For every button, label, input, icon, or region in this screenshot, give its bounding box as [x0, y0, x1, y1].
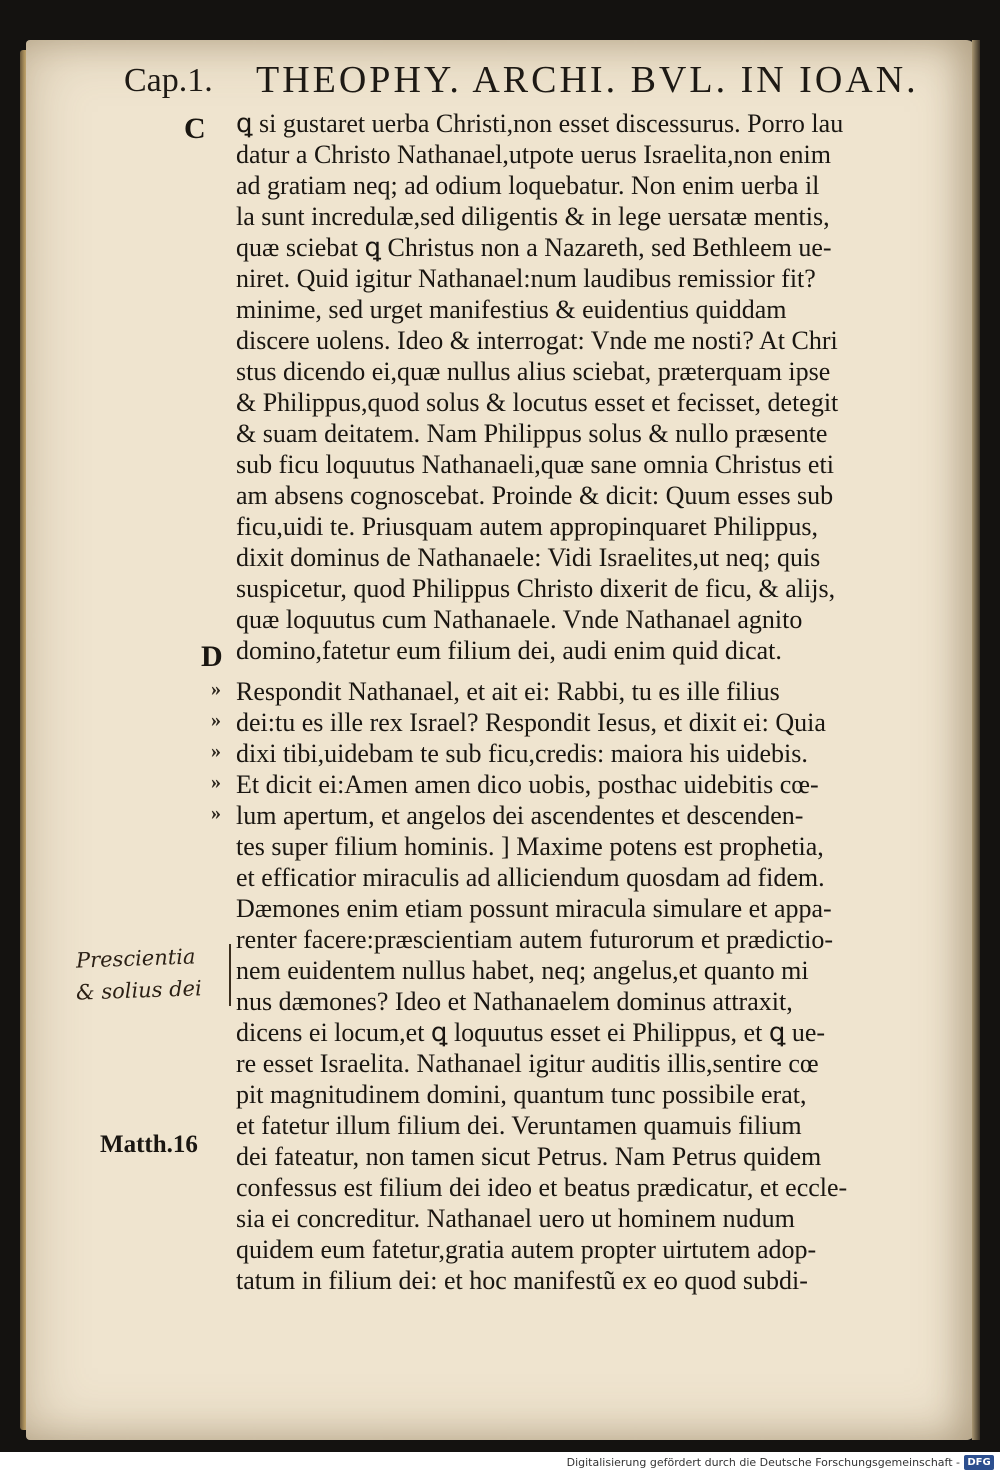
handwritten-note-line: Prescientia: [75, 944, 196, 973]
text-line: lum apertum, et angelos dei ascendentes et descenden-: [236, 801, 804, 830]
running-title: THEOPHY. ARCHI. BVL. IN IOAN.: [256, 59, 919, 101]
text-line: datur a Christo Nathanael,utpote uerus Israelita,non enim: [236, 140, 831, 169]
text-line: domino,fatetur eum filium dei, audi enim quid dicat.: [236, 636, 782, 665]
quotation-marker: »: [211, 771, 221, 793]
text-line: sub ficu loquutus Nathanaeli,quæ sane omnia Christus eti: [236, 450, 834, 479]
text-line: tes super filium hominis. ] Maxime potens est prophetia,: [236, 832, 824, 861]
text-line: renter facere:præscientiam autem futurorum et prædictio-: [236, 925, 834, 954]
text-line: re esset Israelita. Nathanael igitur auditis illis,sentire cœ: [236, 1049, 819, 1078]
text-line: ficu,uidi te. Priusquam autem appropinquaret Philippus,: [236, 512, 819, 541]
text-line: dixi tibi,uidebam te sub ficu,credis: maiora his uidebis.: [236, 739, 808, 768]
funding-credit: Digitalisierung gefördert durch die Deutsche Forschungsgemeinschaft -: [566, 1456, 960, 1469]
text-line: quæ sciebat ꝗ Christus non a Nazareth, sed Bethleem ue-: [236, 233, 832, 262]
text-line: discere uolens. Ideo & interrogat: Vnde me nosti? At Chri: [236, 326, 838, 355]
text-line: et fatetur illum filium dei. Veruntamen quamuis filium: [236, 1111, 802, 1140]
dfg-logo: DFG: [964, 1455, 994, 1470]
quotation-marker: »: [211, 802, 221, 824]
page-right-edge: [972, 40, 980, 1440]
text-line: et efficatior miraculis ad alliciendum quosdam ad fidem.: [236, 863, 825, 892]
text-line: nus dæmones? Ideo et Nathanaelem dominus attraxit,: [236, 987, 793, 1016]
text-line: & Philippus,quod solus & locutus esset et fecisset, detegit: [236, 388, 839, 417]
text-line: dei fateatur, non tamen sicut Petrus. Nam Petrus quidem: [236, 1142, 822, 1171]
handwritten-note-line: & solius dei: [75, 976, 203, 1005]
text-line: niret. Quid igitur Nathanael:num laudibus remissior fit?: [236, 264, 816, 293]
margin-reference: Matth.16: [100, 1131, 198, 1158]
chapter-label: Cap.1.: [124, 62, 213, 99]
text-line: dei:tu es ille rex Israel? Respondit Iesus, et dixit ei: Quia: [236, 708, 826, 737]
running-head: [124, 58, 924, 104]
text-line: ad gratiam neq; ad odium loquebatur. Non enim uerba il: [236, 171, 820, 200]
text-line: sia ei concreditur. Nathanael uero ut hominem nudum: [236, 1204, 795, 1233]
text-line: quæ loquutus cum Nathanaele. Vnde Nathanael agnito: [236, 605, 803, 634]
text-line: am absens cognoscebat. Proinde & dicit: Quum esses sub: [236, 481, 834, 510]
section-marker-d: D: [201, 640, 223, 673]
text-line: minime, sed urget manifestius & euidentius quiddam: [236, 295, 787, 324]
text-line: nem euidentem nullus habet, neq; angelus,et quanto mi: [236, 956, 809, 985]
text-line: quidem eum fatetur,gratia autem propter uirtutem adop-: [236, 1235, 817, 1264]
text-line: stus dicendo ei,quæ nullus alius sciebat, præterquam ipse: [236, 357, 831, 386]
text-line: pit magnitudinem domini, quantum tunc possibile erat,: [236, 1080, 807, 1109]
text-line: dicens ei locum,et ꝗ loquutus esset ei Philippus, et ꝗ ue-: [236, 1018, 826, 1047]
section-marker-c: C: [184, 112, 206, 145]
text-line: Respondit Nathanael, et ait ei: Rabbi, tu es ille filius: [236, 677, 780, 706]
text-line: dixit dominus de Nathanaele: Vidi Israelites,ut neq; quis: [236, 543, 821, 572]
quotation-marker: »: [211, 709, 221, 731]
quotation-marker: »: [211, 678, 221, 700]
text-line: la sunt incredulæ,sed diligentis & in lege uersatæ mentis,: [236, 202, 830, 231]
text-line: suspicetur, quod Philippus Christo dixerit de ficu, & alijs,: [236, 574, 836, 603]
text-line: ꝗ si gustaret uerba Christi,non esset discessurus. Porro lau: [236, 109, 844, 138]
text-line: Et dicit ei:Amen amen dico uobis, posthac uidebitis cœ-: [236, 770, 819, 799]
text-line: & suam deitatem. Nam Philippus solus & nullo præsente: [236, 419, 828, 448]
digitization-footer: [0, 1452, 1000, 1474]
text-line: Dæmones enim etiam possunt miracula simulare et appa-: [236, 894, 832, 923]
quotation-marker: »: [211, 740, 221, 762]
text-line: tatum in filium dei: et hoc manifestũ ex eo quod subdi-: [236, 1266, 808, 1295]
text-line: confessus est filium dei ideo et beatus prædicatur, et eccle-: [236, 1173, 848, 1202]
